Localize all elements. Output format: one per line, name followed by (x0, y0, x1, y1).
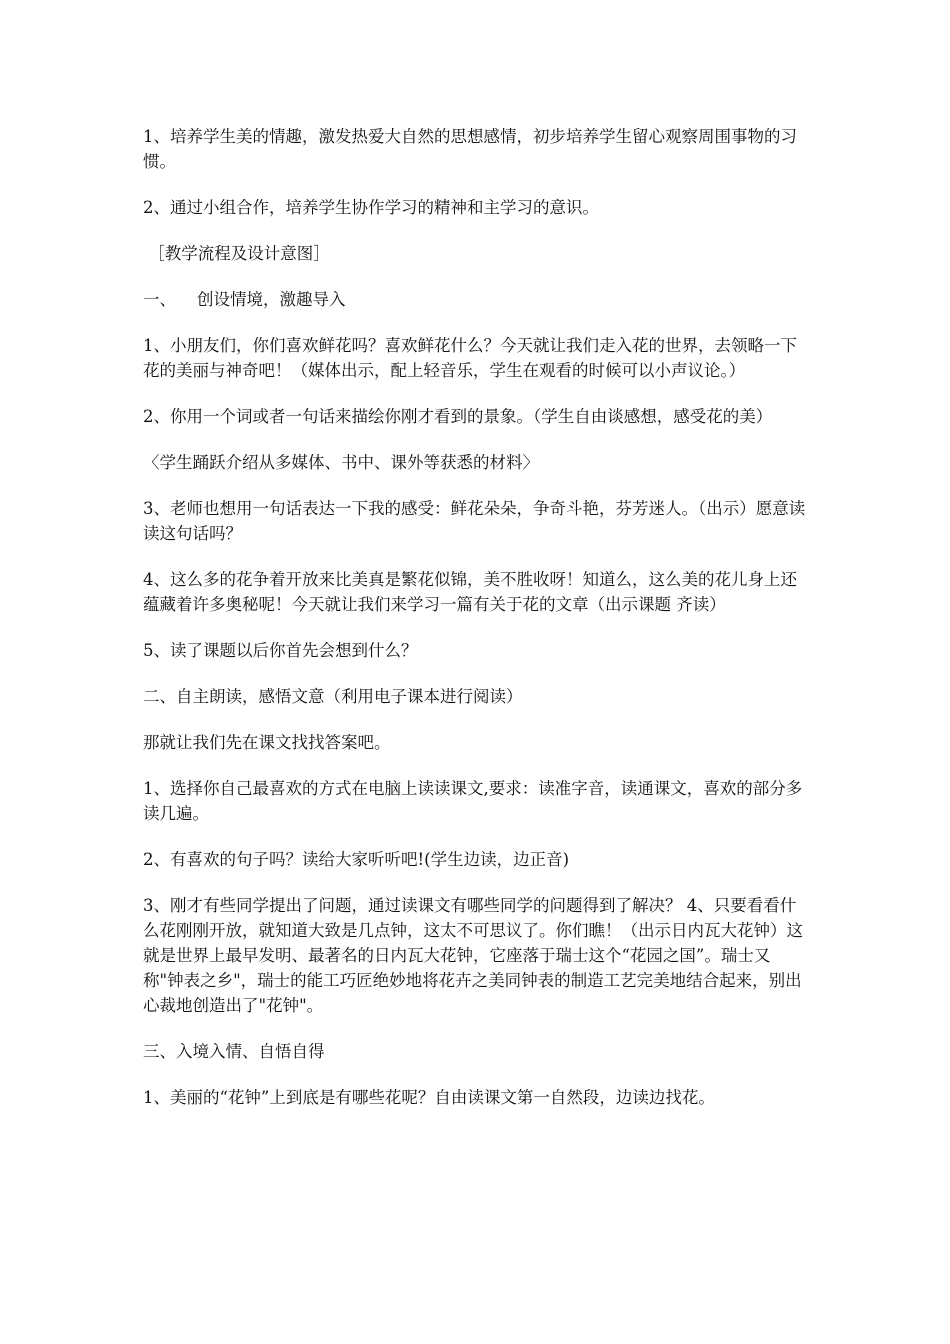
step-paragraph-1-4: 4、这么多的花争着开放来比美真是繁花似锦，美不胜收呀！知道么，这么美的花儿身上还蕴藏着许多奥秘呢！今天就让我们来学习一篇有关于花的文章（出示课题 齐读） (143, 570, 797, 614)
section-heading-teaching-flow: ［教学流程及设计意图］ (143, 244, 330, 263)
section-heading-2: 二、自主朗读，感悟文意（利用电子课本进行阅读） (143, 687, 523, 706)
objective-paragraph-2: 2、通过小组合作，培养学生协作学习的精神和主学习的意识。 (143, 198, 599, 217)
step-paragraph-1-2: 2、你用一个词或者一句话来描绘你刚才看到的景象。（学生自由谈感想，感受花的美） (143, 407, 773, 426)
step-paragraph-3-1: 1、美丽的“花钟”上到底是有哪些花呢？自由读课文第一自然段，边读边找花。 (143, 1088, 715, 1107)
step-paragraph-1-3: 3、老师也想用一句话表达一下我的感受：鲜花朵朵，争奇斗艳，芬芳迷人。（出示）愿意读读这句话吗？ (143, 499, 806, 543)
step-paragraph-2-1: 1、选择你自己最喜欢的方式在电脑上读读课文,要求：读准字音，读通课文，喜欢的部分多读几遍。 (143, 779, 803, 823)
step-paragraph-2-2: 2、有喜欢的句子吗？读给大家听听吧!(学生边读，边正音) (143, 850, 570, 869)
step-paragraph-1-5: 5、读了课题以后你首先会想到什么？ (143, 641, 418, 660)
step-paragraph-1-1: 1、小朋友们，你们喜欢鲜花吗？喜欢鲜花什么？今天就让我们走入花的世界，去领略一下花的美丽与神奇吧！（媒体出示，配上轻音乐，学生在观看的时候可以小声议论。） (143, 336, 797, 380)
section-heading-1: 一、 创设情境，激趣导入 (143, 290, 346, 309)
step-paragraph-2-3: 3、刚才有些同学提出了问题，通过读课文有哪些同学的问题得到了解决？ 4、只要看看什么花刚刚开放，就知道大致是几点钟，这太不可思议了。你们瞧！（出示日内瓦大花钟）这就是世界上最早发明、最著名的日内瓦大花钟，它座落于瑞士这个“花园之国”。瑞士又称"钟表之乡"，瑞士的能工巧匠绝妙地将花卉之美同钟表的制造工艺完美地结合起来，别出心裁地创造出了"花钟"。 (143, 896, 803, 1015)
note-paragraph: 〈学生踊跃介绍从多媒体、书中、课外等获悉的材料〉 (143, 453, 539, 472)
section-heading-3: 三、入境入情、自悟自得 (143, 1042, 325, 1061)
transition-paragraph: 那就让我们先在课文找找答案吧。 (143, 733, 391, 752)
objective-paragraph-1: 1、培养学生美的情趣，激发热爱大自然的思想感情，初步培养学生留心观察周围事物的习惯。 (143, 127, 797, 171)
document-body (143, 124, 808, 1131)
